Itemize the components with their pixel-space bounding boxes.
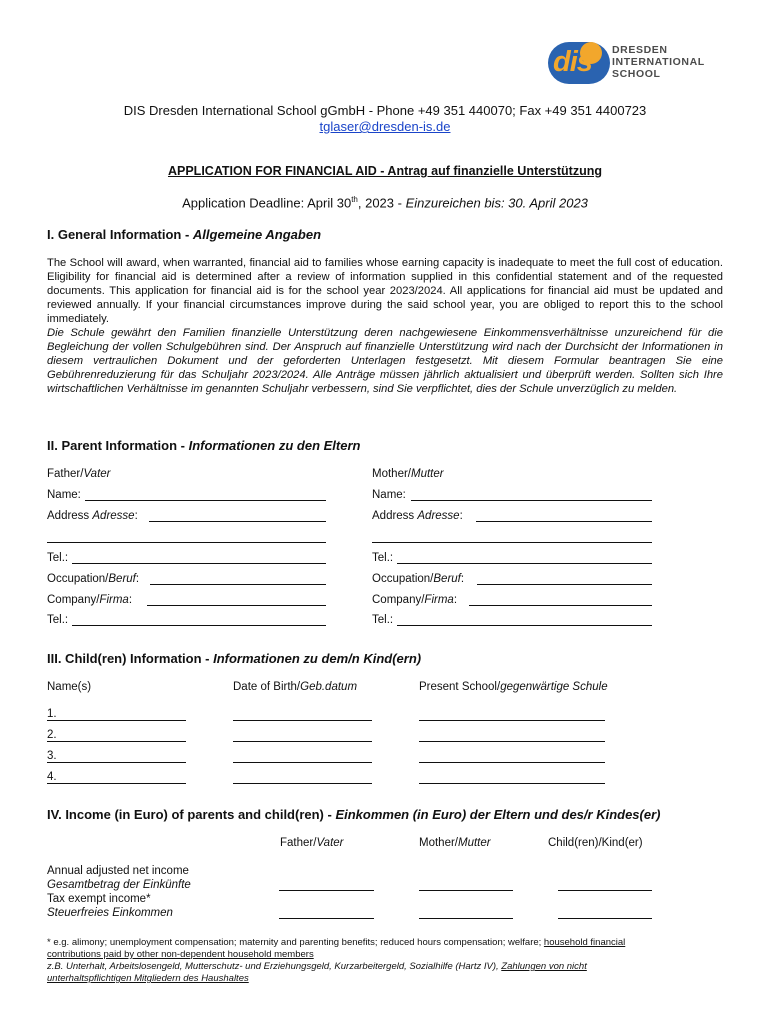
income-net-child-field[interactable]: [558, 890, 652, 891]
mother-name-label: Name:: [372, 489, 406, 501]
section-3-title: III. Child(ren) Information -: [47, 651, 214, 666]
father-head: Father/: [47, 468, 84, 480]
mother-tel-label: Tel.:: [372, 552, 394, 564]
mother-tel2-label: Tel.:: [372, 614, 394, 626]
mother-name-field[interactable]: [411, 500, 652, 501]
mother-company-label: [372, 594, 457, 606]
father-head-de: Vater: [83, 468, 111, 480]
father-occupation-label: [47, 573, 139, 585]
col-school-de: gegenwärtige Schule: [500, 681, 608, 693]
section-2-title: II. Parent Information -: [47, 438, 189, 453]
address-label-de: Adresse: [417, 510, 460, 522]
general-info-german: Die Schule gewährt den Familien finanzielle Unterstützung deren nachgewiesene Einkommensverhältnisse unzureichend für die Begleichung der vollen Schulgebühren sind. Der Anspruch auf finanzielle Unterstützung wird nach der Durchsicht der Informationen in diesem vertraulichen Dokument und der geforderten Unterlagen festgesetzt. Mit diesem Formular beantragen Sie eine Gebührenreduzierung für das Schuljahr 2023/2024. Alle Anträge müssen jährlich aktualisiert und überprüft werden. Sollten sich Ihre wirtschaftlichen Verhältnisse im genannten Schuljahr verbessern, sind Sie verpflichtet, dies der Schule unverzüglich zu melden.: [47, 327, 723, 395]
income-col-mother: [419, 837, 491, 849]
child-row-number: 1.: [47, 708, 57, 720]
company-label: Company/: [372, 594, 425, 606]
footnote-de-text: z.B. Unterhalt, Arbeitslosengeld, Mutterschutz- und Erziehungsgeld, Kurzarbeitergeld, Sozialhilfe (Hartz IV),: [47, 961, 502, 972]
school-logo: [548, 40, 718, 88]
footnote-en-underlined-2: contributions paid by other non-dependent household members: [47, 949, 314, 960]
mother-company-field[interactable]: [469, 605, 652, 606]
child-name-field[interactable]: [47, 720, 186, 721]
income-row-net-de: Gesamtbetrag der Einkünfte: [47, 879, 191, 891]
deadline-suffix: , 2023 -: [357, 195, 406, 211]
father-name-field[interactable]: [85, 500, 326, 501]
mother-address-field[interactable]: [476, 521, 652, 522]
child-school-field[interactable]: [419, 783, 605, 784]
occupation-label: Occupation/: [47, 573, 109, 585]
mother-occupation-label: [372, 573, 464, 585]
company-label: Company/: [47, 594, 100, 606]
page-title: APPLICATION FOR FINANCIAL AID - Antrag auf finanzielle Unterstützung: [167, 164, 603, 178]
income-col-mother-de: Mutter: [458, 837, 491, 849]
income-col-child: Child(ren)/Kind(er): [548, 837, 643, 849]
mother-head-de: Mutter: [411, 468, 444, 480]
footnote-en-text: * e.g. alimony; unemployment compensation; maternity and parenting benefits; reduced hours compensation; welfare;: [47, 937, 544, 948]
mother-address-label: [372, 510, 463, 522]
mother-head: Mother/: [372, 468, 411, 480]
address-label: Address: [372, 510, 418, 522]
colon: :: [453, 594, 458, 606]
section-4-heading: [47, 807, 660, 822]
colon: :: [135, 573, 140, 585]
father-address-label: [47, 510, 138, 522]
child-dob-field[interactable]: [233, 720, 372, 721]
occupation-label: Occupation/: [372, 573, 434, 585]
col-school-en: Present School/: [419, 681, 501, 693]
section-1-title-de: Allgemeine Angaben: [192, 227, 322, 242]
income-tax-father-field[interactable]: [279, 918, 374, 919]
footnote-de-underlined-2: unterhaltspflichtigen Mitgliedern des Haushaltes: [47, 973, 249, 984]
income-net-mother-field[interactable]: [419, 890, 513, 891]
footnote-english: [47, 937, 727, 961]
logo-mark: dis: [553, 46, 592, 78]
application-deadline: [0, 195, 770, 210]
income-col-mother-en: Mother/: [419, 837, 458, 849]
section-2-heading: [47, 438, 360, 453]
section-4-title: IV. Income (in Euro) of parents and child(ren) -: [47, 807, 336, 822]
income-col-father-de: Vater: [316, 837, 344, 849]
address-label-de: Adresse: [92, 510, 135, 522]
deadline-prefix: Application Deadline: April 30: [182, 195, 352, 211]
logo-badge: [548, 42, 610, 84]
mother-address-field-2[interactable]: [372, 542, 652, 543]
father-address-field[interactable]: [149, 521, 326, 522]
colon: :: [460, 573, 465, 585]
child-school-field[interactable]: [419, 762, 605, 763]
footnote-german: [47, 961, 727, 985]
school-email-wrap: [0, 119, 770, 134]
father-column-head: [47, 468, 111, 480]
income-col-father: [280, 837, 344, 849]
father-company-label: [47, 594, 132, 606]
mother-occupation-field[interactable]: [477, 584, 652, 585]
section-4-title-de: Einkommen (in Euro) der Eltern und des/r Kindes(er): [335, 807, 661, 822]
father-tel-field[interactable]: [72, 563, 326, 564]
deadline-sup: th: [351, 195, 358, 204]
child-row-number: 4.: [47, 771, 57, 783]
colon: :: [134, 510, 138, 522]
footnote-de-underlined: Zahlungen von nicht: [501, 961, 587, 972]
colon: :: [459, 510, 463, 522]
section-1-title: I. General Information -: [47, 227, 193, 242]
mother-column-head: [372, 468, 444, 480]
col-dob-en: Date of Birth/: [233, 681, 301, 693]
income-col-father-en: Father/: [280, 837, 317, 849]
logo-name-line: DRESDEN: [612, 44, 668, 56]
income-row-tax-en: Tax exempt income*: [47, 893, 151, 905]
section-3-heading: [47, 651, 421, 666]
father-address-field-2[interactable]: [47, 542, 326, 543]
col-dob-de: Geb.datum: [300, 681, 358, 693]
section-2-title-de: Informationen zu den Eltern: [188, 438, 361, 453]
child-name-field[interactable]: [47, 741, 186, 742]
income-tax-child-field[interactable]: [558, 918, 652, 919]
father-tel-label: Tel.:: [47, 552, 69, 564]
child-row-number: 2.: [47, 729, 57, 741]
income-row-tax-de: Steuerfreies Einkommen: [47, 907, 173, 919]
income-net-father-field[interactable]: [279, 890, 374, 891]
child-row-number: 3.: [47, 750, 57, 762]
colon: :: [128, 594, 133, 606]
child-school-field[interactable]: [419, 720, 605, 721]
occupation-label-de: Beruf: [433, 573, 461, 585]
section-1-heading: [47, 227, 321, 242]
father-company-field[interactable]: [147, 605, 326, 606]
child-name-field[interactable]: [47, 762, 186, 763]
child-dob-field[interactable]: [233, 783, 372, 784]
col-names: Name(s): [47, 681, 92, 693]
deadline-german: Einzureichen bis: 30. April 2023: [405, 195, 588, 211]
income-row-net-en: Annual adjusted net income: [47, 865, 189, 877]
logo-name: [612, 44, 705, 80]
father-name-label: Name:: [47, 489, 81, 501]
mother-tel-field[interactable]: [397, 563, 652, 564]
father-occupation-field[interactable]: [150, 584, 326, 585]
logo-name-line: SCHOOL: [612, 68, 661, 80]
col-dob: [233, 681, 357, 693]
address-label: Address: [47, 510, 93, 522]
child-school-field[interactable]: [419, 741, 605, 742]
child-name-field[interactable]: [47, 783, 186, 784]
occupation-label-de: Beruf: [108, 573, 136, 585]
footnote-en-underlined: household financial: [543, 937, 626, 948]
school-email-link[interactable]: tglaser@dresden-is.de: [319, 119, 451, 134]
general-info-english: The School will award, when warranted, financial aid to families whose earning capacity is inadequate to meet the full cost of education. Eligibility for financial aid is determined after a review of information supplied in this confidential statement and of the requested documents. This application for financial aid is for the school year 2023/2024. All applications for financial aid must be updated and reviewed annually. If your financial circumstances improve during the said school year, you are obliged to report this to the school immediately.: [47, 257, 723, 325]
child-dob-field[interactable]: [233, 741, 372, 742]
company-label-de: Firma: [424, 594, 454, 606]
child-dob-field[interactable]: [233, 762, 372, 763]
section-3-title-de: Informationen zu dem/n Kind(ern): [213, 651, 422, 666]
income-tax-mother-field[interactable]: [419, 918, 513, 919]
father-tel2-field[interactable]: [72, 625, 326, 626]
father-tel2-label: Tel.:: [47, 614, 69, 626]
mother-tel2-field[interactable]: [397, 625, 652, 626]
logo-name-line: INTERNATIONAL: [612, 56, 705, 68]
company-label-de: Firma: [99, 594, 129, 606]
school-contact-line: DIS Dresden International School gGmbH - Phone +49 351 440070; Fax +49 351 4400723: [123, 103, 647, 118]
col-school: [419, 681, 608, 693]
